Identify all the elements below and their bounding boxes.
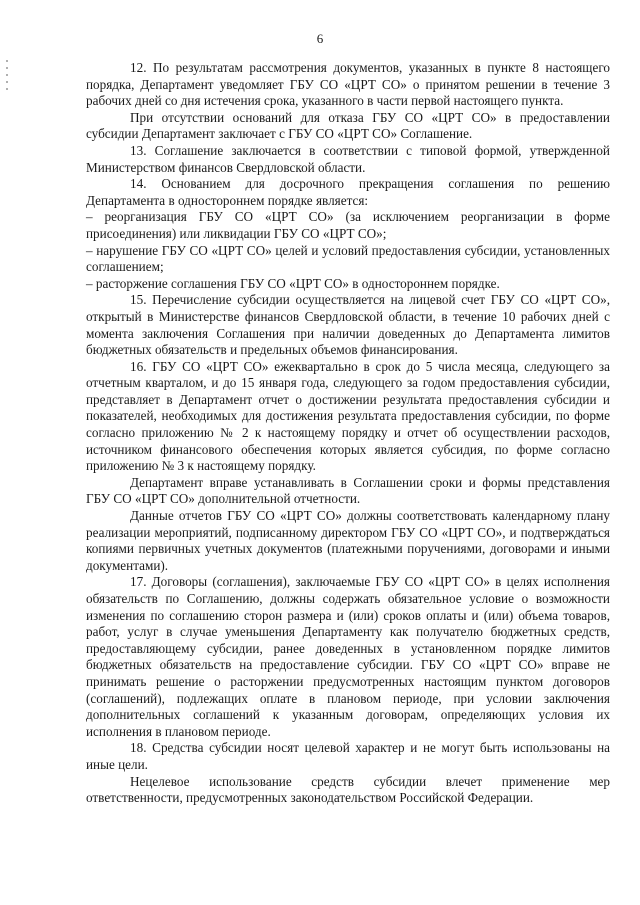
paragraph-16: 16. ГБУ СО «ЦРТ СО» ежеквартально в срок до 5 числа месяца, следующего за отчетным кварталом, и до 15 января года, следующего за годом предоставления субсидии, представляет в Департамент отчет о достижении результата предоставления субсидии и показателей, необходимых для достижения результата предоставления субсидии, по форме согласно приложению № 2 к настоящему порядку и отчет об осуществлении расходов, источником финансового обеспечения которых является субсидия, по форме согласно приложению № 3 к настоящему порядку. [86, 358, 610, 474]
paragraph-13: 13. Соглашение заключается в соответствии с типовой формой, утвержденной Министерством финансов Свердловской области. [86, 142, 610, 175]
paragraph-12-continued: При отсутствии оснований для отказа ГБУ СО «ЦРТ СО» в предоставлении субсидии Департамент заключает с ГБУ СО «ЦРТ СО» Соглашение. [86, 109, 610, 142]
paragraph-12: 12. По результатам рассмотрения документов, указанных в пункте 8 настоящего порядка, Департамент уведомляет ГБУ СО «ЦРТ СО» о принятом решении в течение 3 рабочих дней со дня истечения срока, указанного в части первой настоящего пункта. [86, 60, 610, 109]
paragraph-14-item-3: – расторжение соглашения ГБУ СО «ЦРТ СО» в одностороннем порядке. [86, 275, 500, 291]
paragraph-14-item-1: – реорганизация ГБУ СО «ЦРТ СО» (за исключением реорганизации в форме присоединения) или ликвидации ГБУ СО «ЦРТ СО»; [86, 209, 610, 241]
paragraph-16-data: Данные отчетов ГБУ СО «ЦРТ СО» должны соответствовать календарному плану реализации мероприятий, подписанному директором ГБУ СО «ЦРТ СО», и подтверждаться копиями первичных учетных документов (платежными поручениями, договорами и иными документами). [86, 508, 610, 573]
paragraph-16-continued: Департамент вправе устанавливать в Соглашении сроки и формы представления ГБУ СО «ЦРТ СО» дополнительной отчетности. [86, 474, 610, 507]
paragraph-18: 18. Средства субсидии носят целевой характер и не могут быть использованы на иные цели. [86, 740, 610, 772]
paragraph-15: 15. Перечисление субсидии осуществляется на лицевой счет ГБУ СО «ЦРТ СО», открытый в Министерстве финансов Свердловской области, в течение 10 рабочих дней с момента заключения Соглашения при наличии доведенных до Департамента лимитов бюджетных обязательств и предельных объемов финансирования. [86, 292, 610, 358]
document-body [86, 60, 610, 807]
paragraph-14-item-2: – нарушение ГБУ СО «ЦРТ СО» целей и условий предоставления субсидии, установленных соглашением; [86, 242, 610, 275]
paragraph-17: 17. Договоры (соглашения), заключаемые ГБУ СО «ЦРТ СО» в целях исполнения обязательств по Соглашению, должны содержать обязательное условие о возможности изменения по соглашению сторон размера и (или) сроков оплаты и (или) объема товаров, работ, услуг в случае уменьшения Департаменту как получателю бюджетных средств, предоставляющему субсидии, ранее доведенных в установленном порядке лимитов бюджетных обязательств на предоставление субсидии. ГБУ СО «ЦРТ СО» вправе не принимать решение о расторжении предусмотренных настоящим пунктом договоров (соглашений), подлежащих оплате в плановом периоде, при условии заключения дополнительных соглашений к указанным договорам, определяющих условия их исполнения в плановом периоде. [86, 574, 610, 739]
margin-marks [6, 60, 8, 95]
paragraph-18-continued: Нецелевое использование средств субсидии влечет применение мер ответственности, предусмотренных законодательством Российской Федерации. [86, 773, 610, 806]
paragraph-14: 14. Основанием для досрочного прекращения соглашения по решению Департамента в одностороннем порядке является: [86, 176, 610, 208]
page-number: 6 [316, 31, 324, 46]
